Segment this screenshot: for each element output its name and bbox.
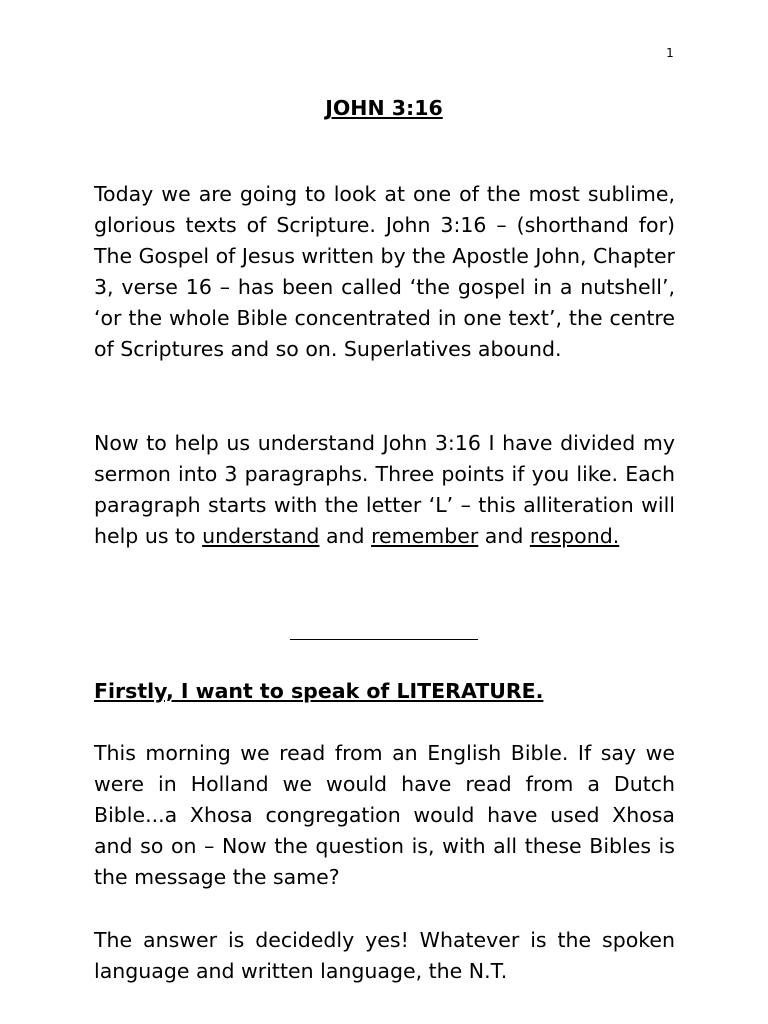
paragraph-outline	[94, 428, 675, 552]
paragraph-bibles: This morning we read from an English Bible. If say we were in Holland we would have read from a Dutch Bible...a Xhosa congregation would have used Xhosa and so on – Now the question is, with all these Bibles is the message the same?	[94, 741, 675, 890]
outline-text: Now to help us understand John 3:16 I have divided my sermon into 3 paragraphs. Three points if you like. Each paragraph starts with the letter ‘L’ – this alliteration will help us to	[94, 431, 675, 549]
conjunction-and-1: and	[319, 524, 372, 549]
page-title: JOHN 3:16	[325, 96, 443, 120]
paragraph-answer: The answer is decidedly yes! Whatever is the spoken language and written language, the N.T.	[94, 928, 675, 984]
underlined-word-remember: remember	[371, 524, 479, 549]
section-heading-literature: Firstly, I want to speak of LITERATURE.	[94, 679, 544, 703]
section-divider	[290, 639, 478, 640]
underlined-word-respond: respond.	[529, 524, 620, 549]
underlined-word-understand: understand	[202, 524, 320, 549]
conjunction-and-2: and	[478, 524, 530, 549]
page-number: 1	[666, 46, 674, 60]
paragraph-intro: Today we are going to look at one of the most sublime, glorious texts of Scripture. John 3:16 – (shorthand for) The Gospel of Jesus written by the Apostle John, Chapter 3, verse 16 – has been called ‘the gospel in a nutshell’, ‘or the whole Bible concentrated in one text’, the centre of Scriptures and so on. Superlatives abound.	[94, 182, 675, 362]
